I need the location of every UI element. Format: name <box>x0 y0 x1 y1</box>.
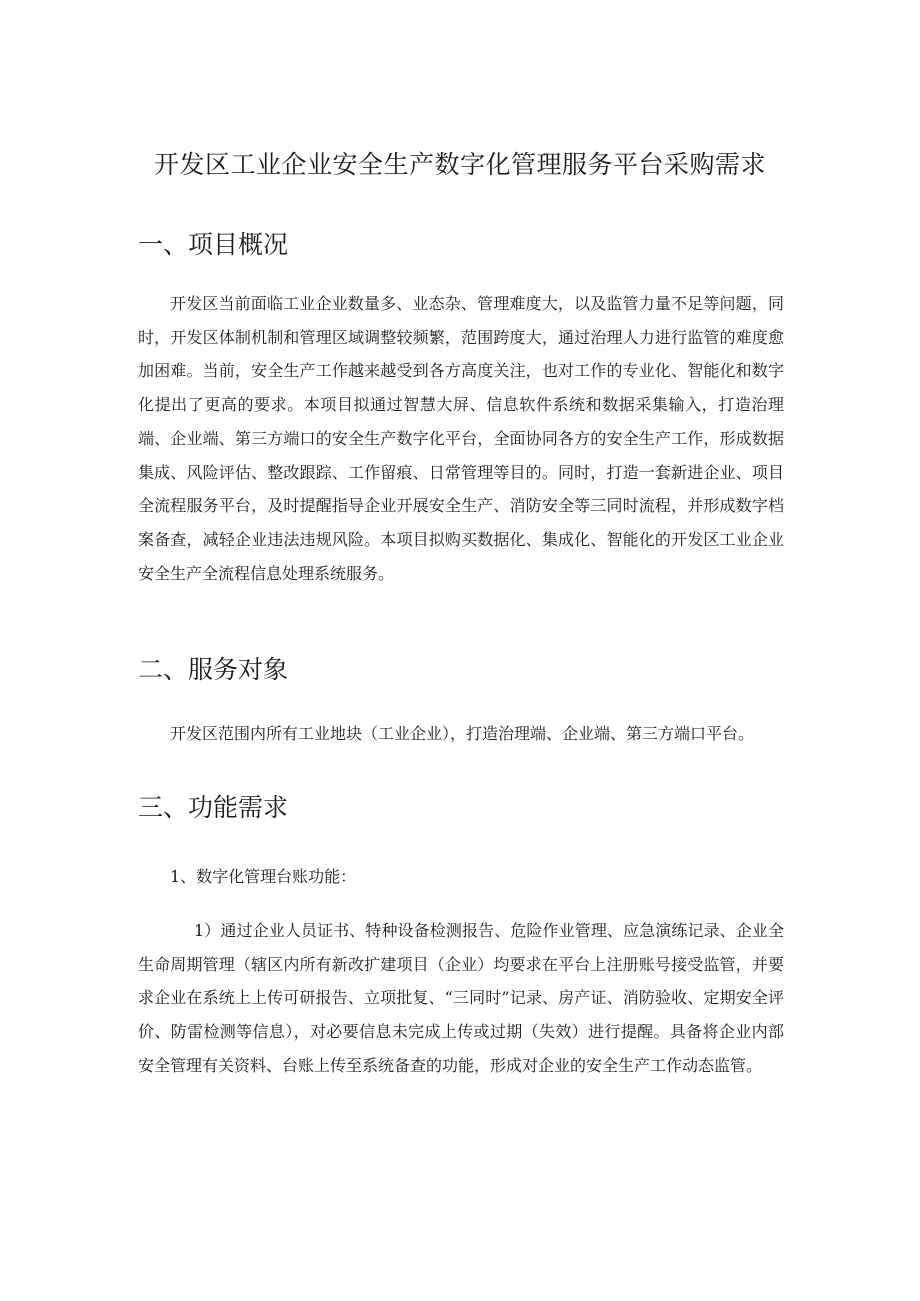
subsection-heading-ledger: 1、数字化管理台账功能： <box>170 867 357 886</box>
section-paragraph-service-target: 开发区范围内所有工业地块（工业企业），打造治理端、企业端、第三方端口平台。 <box>170 724 755 743</box>
document-title: 开发区工业企业安全生产数字化管理服务平台采购需求 <box>153 150 766 179</box>
section-heading-overview: 一、项目概况 <box>138 230 289 259</box>
section-heading-requirements: 三、功能需求 <box>138 793 289 822</box>
section-paragraph-overview: 开发区当前面临工业企业数量多、业态杂、管理难度大，以及监管力量不足等问题，同时，开发区体制机制和管理区域调整较频繁，范围跨度大，通过治理人力进行监管的难度愈加困难。当前，安全生产工作越来越受到各方高度关注，也对工作的专业化、智能化和数字化提出了更高的要求。本项目拟通过智慧大屏、信息软件系统和数据采集输入，打造治理端、企业端、第三方端口的安全生产数字化平台，全面协同各方的安全生产工作，形成数据集成、风险评估、整改跟踪、工作留痕、日常管理等目的。同时，打造一套新进企业、项目全流程服务平台，及时提醒指导企业开展安全生产、消防安全等三同时流程，并形成数字档案备查，减轻企业违法违规风险。本项目拟购买数据化、集成化、智能化的开发区工业企业安全生产全流程信息处理系统服务。 <box>138 294 784 583</box>
section-heading-service-target: 二、服务对象 <box>138 655 289 684</box>
section-paragraph-ledger-item-1: 1）通过企业人员证书、特种设备检测报告、危险作业管理、应急演练记录、企业全生命周期管理（辖区内所有新改扩建项目（企业）均要求在平台上注册账号接受监管，并要求企业在系统上上传可研报告、立项批复、“三同时”记录、房产证、消防验收、定期安全评价、防雷检测等信息），对必要信息未完成上传或过期（失效）进行提醒。具备将企业内部安全管理有关资料、台账上传至系统备查的功能，形成对企业的安全生产工作动态监管。 <box>138 921 784 1075</box>
